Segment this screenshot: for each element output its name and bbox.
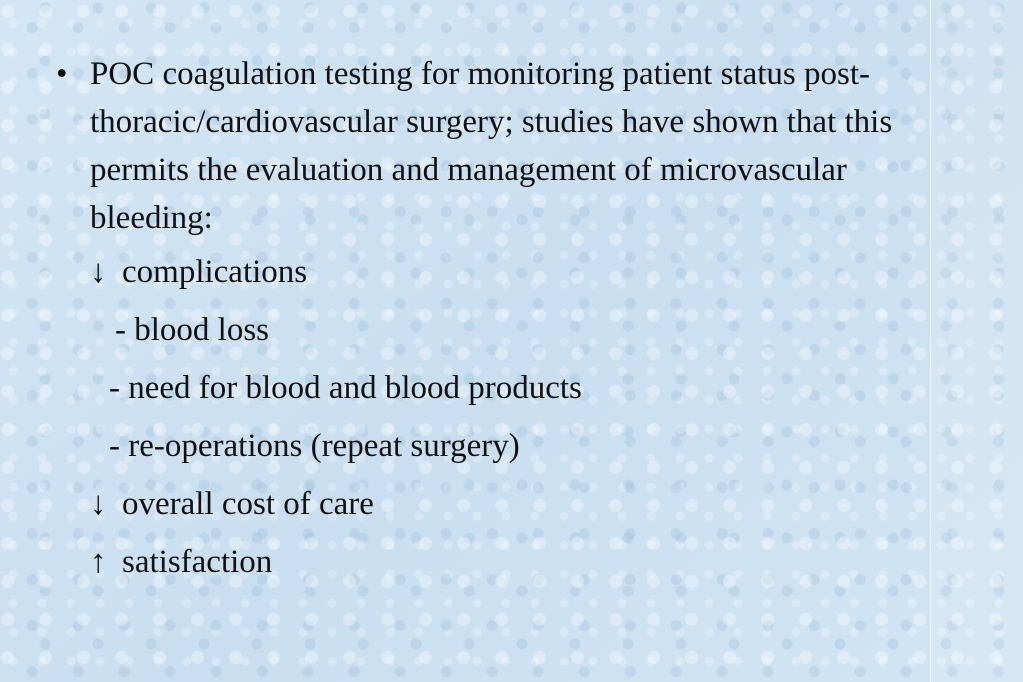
line-blood-loss — [115, 306, 269, 354]
line-re-operations — [109, 422, 520, 470]
down-arrow-icon: ↓ — [90, 254, 107, 290]
line-text: - blood loss — [115, 312, 270, 348]
main-bullet — [56, 50, 956, 242]
line-complications — [90, 248, 307, 296]
line-blood-products — [109, 364, 582, 412]
line-overall-cost — [90, 480, 374, 528]
main-point-text: POC coagulation testing for monitoring patient status post-thoracic/cardiovascular surgery; studies have shown that this permits the evaluation and management of microvascular bleeding: — [90, 56, 893, 236]
line-satisfaction — [90, 538, 272, 586]
line-text: satisfaction — [122, 544, 273, 580]
line-text: complications — [122, 254, 308, 290]
line-text: - re-operations (repeat surgery) — [109, 428, 520, 464]
line-text: - need for blood and blood products — [109, 370, 582, 406]
down-arrow-icon: ↓ — [90, 486, 107, 522]
up-arrow-icon: ↑ — [90, 544, 107, 580]
bullet-icon: • — [56, 56, 68, 92]
line-text: overall cost of care — [122, 486, 374, 522]
